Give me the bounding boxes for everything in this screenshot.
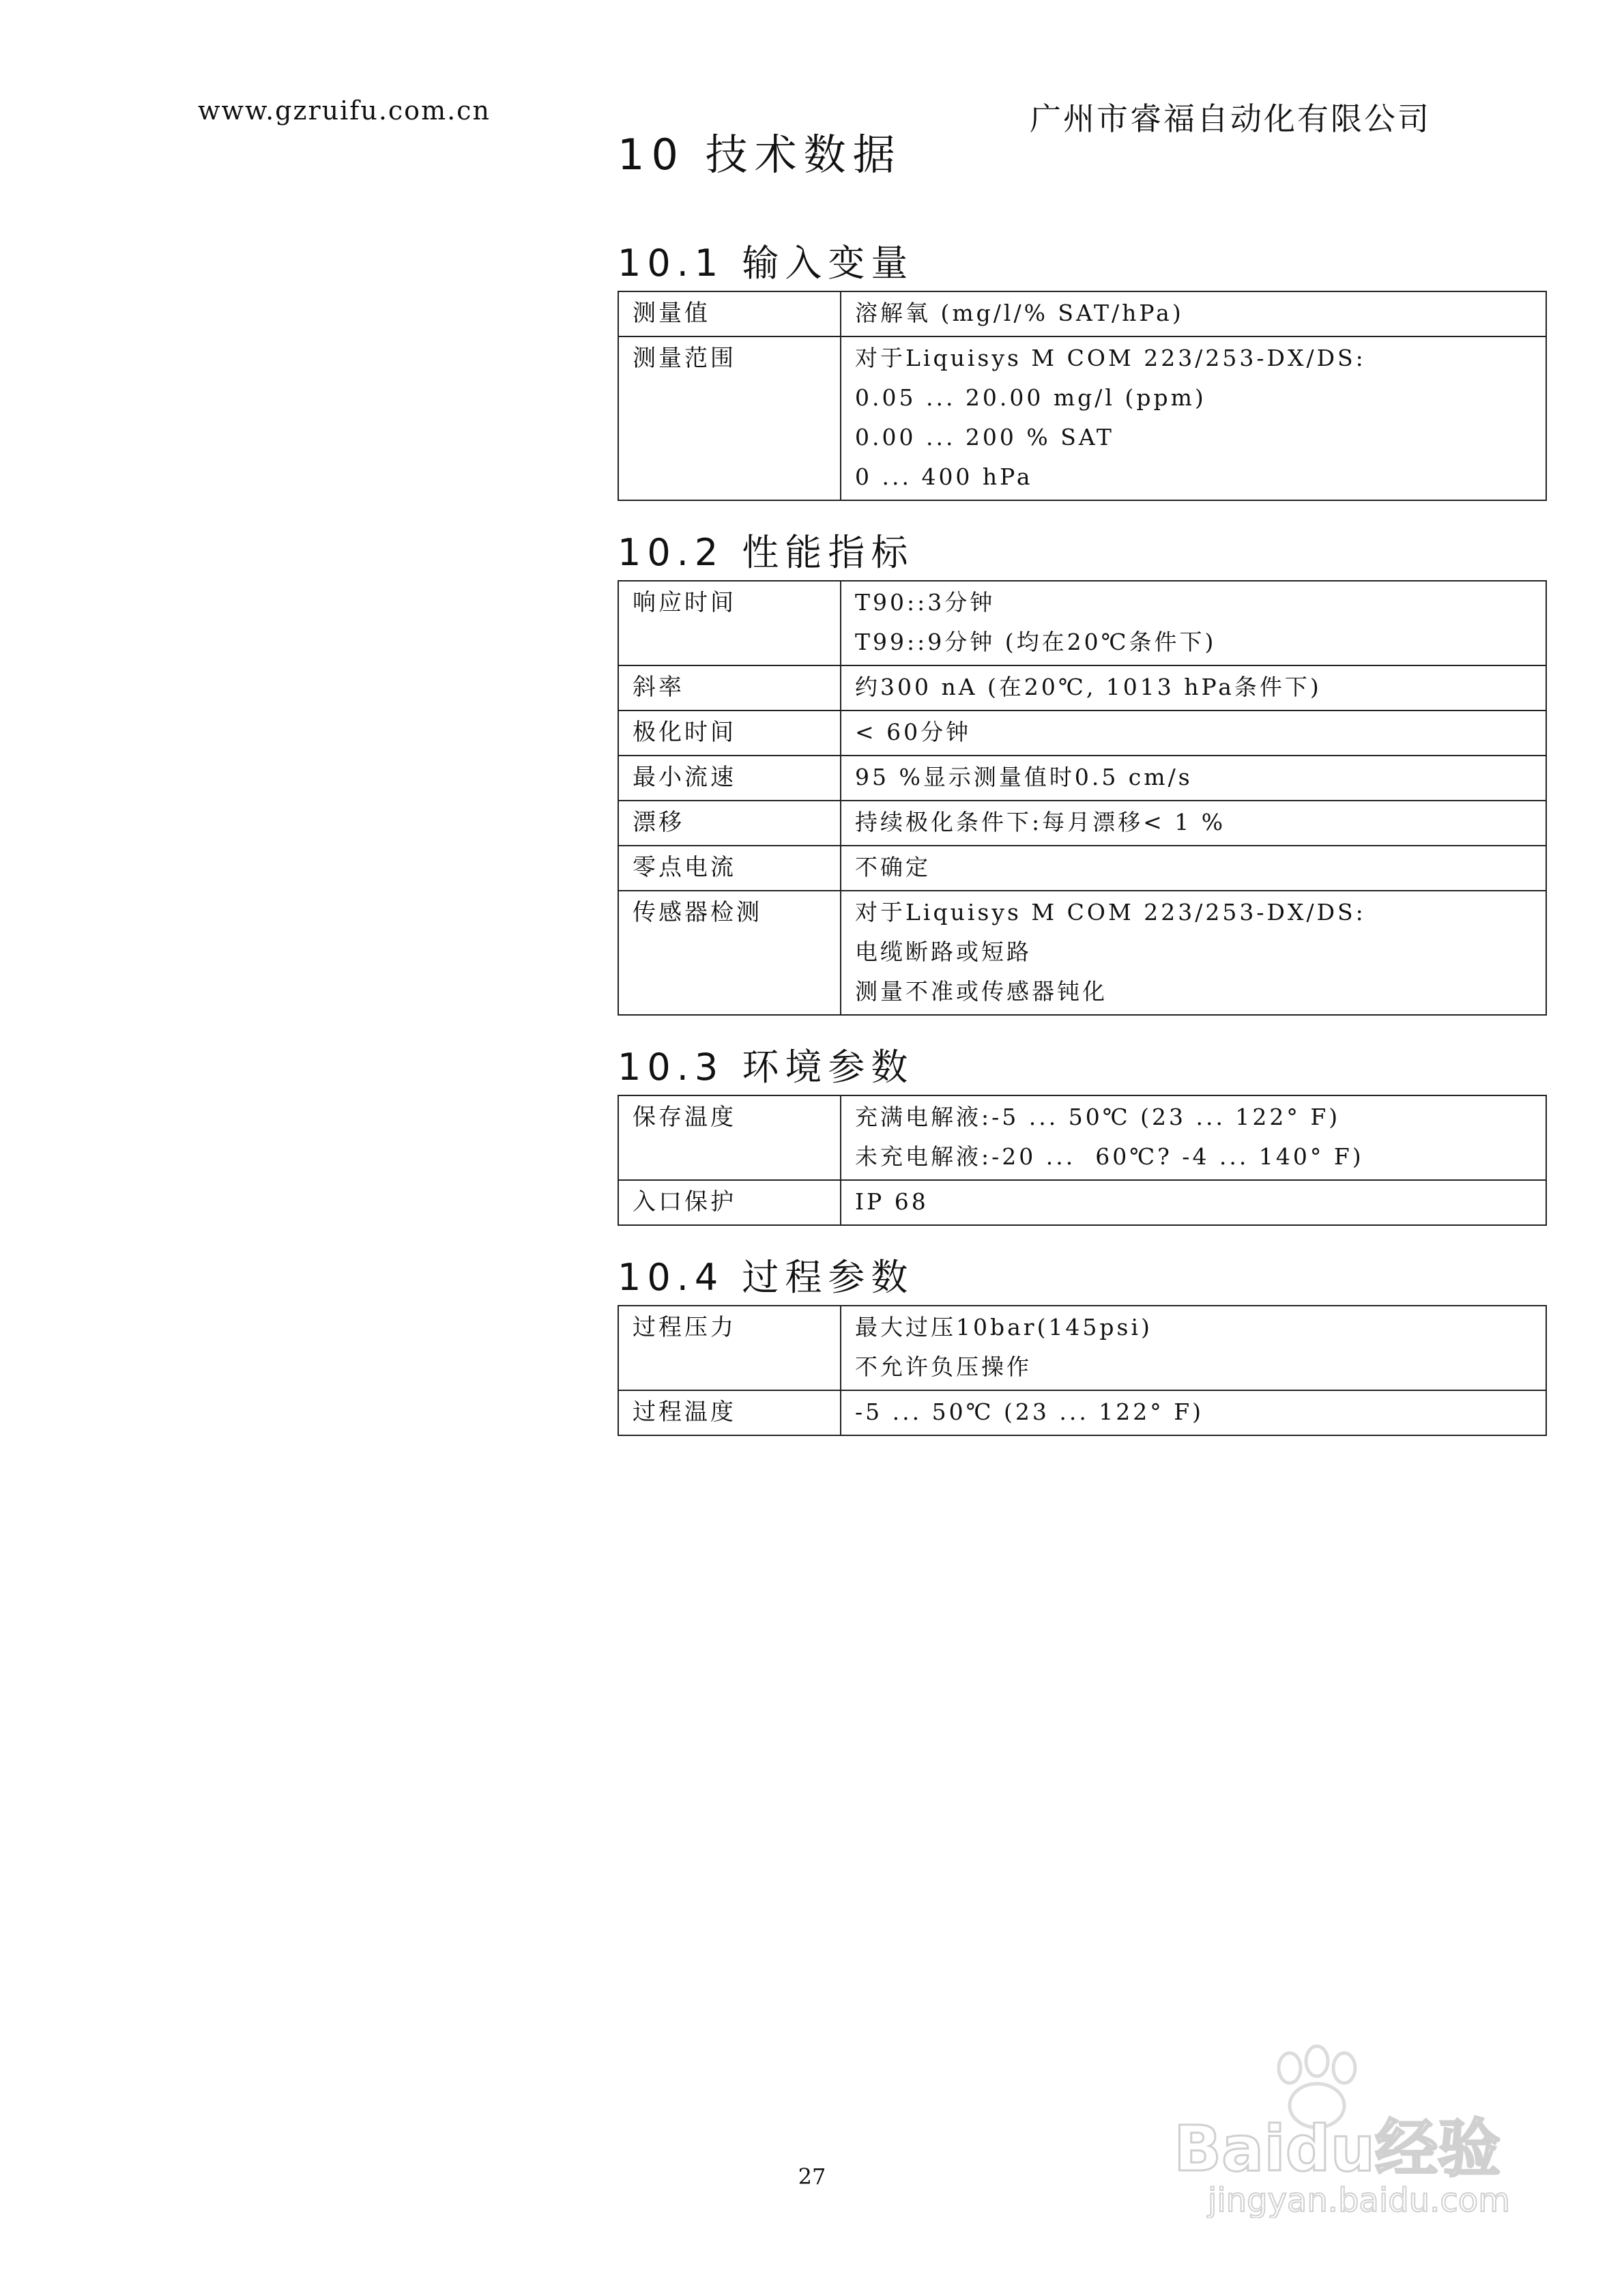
row-value [841,801,1546,846]
spec-table [618,1305,1547,1436]
row-label: 漂移 [618,801,841,846]
table-row [618,711,1546,756]
value-line: 约300 nA (在20℃, 1013 hPa条件下) [855,674,1322,700]
row-label: 零点电流 [618,846,841,891]
table-row [618,801,1546,846]
chapter-title: 10 技术数据 [618,130,902,180]
value-line: 0.05 ... 20.00 mg/l (ppm) [855,384,1206,411]
table-row [618,336,1546,500]
watermark-brand: Baidu经验 [1174,2112,1501,2185]
row-label: 测量范围 [618,336,841,500]
value-line: 持续极化条件下:每月漂移< 1 % [855,809,1226,835]
value-line: -5 ... 50℃ (23 ... 122° F) [855,1398,1204,1425]
row-label: 测量值 [618,291,841,336]
row-value [841,665,1546,711]
value-line: 0.00 ... 200 % SAT [855,424,1114,450]
value-line: 充满电解液:-5 ... 50℃ (23 ... 122° F) [855,1104,1341,1130]
row-value [841,711,1546,756]
row-value [841,1180,1546,1225]
row-value [841,581,1546,665]
row-label: 最小流速 [618,756,841,801]
value-line: 95 %显示测量值时0.5 cm/s [855,764,1193,790]
row-label: 响应时间 [618,581,841,665]
table-row [618,891,1546,1015]
value-line: 最大过压10bar(145psi) [855,1314,1152,1340]
watermark-url: jingyan.baidu.com [1208,2181,1510,2218]
value-line: 对于Liquisys M COM 223/253-DX/DS: [855,345,1366,371]
page-number: 27 [798,2164,826,2190]
header-website: www.gzruifu.com.cn [198,96,491,126]
row-value [841,1306,1546,1390]
row-label: 极化时间 [618,711,841,756]
section-heading: 10.4 过程参数 [618,1256,914,1299]
row-value [841,1390,1546,1435]
table-row [618,846,1546,891]
row-label: 过程压力 [618,1306,841,1390]
value-line: 电缆断路或短路 [855,938,1032,965]
value-line: 不确定 [855,854,931,880]
section-heading: 10.3 环境参数 [618,1046,914,1089]
table-row [618,1095,1546,1180]
value-line: T90::3分钟 [855,589,996,616]
value-line: 不允许负压操作 [855,1353,1032,1380]
row-value [841,846,1546,891]
table-row [618,1180,1546,1225]
row-value [841,1095,1546,1180]
table-row [618,756,1546,801]
value-line: < 60分钟 [855,719,972,745]
table-row [618,665,1546,711]
spec-table [618,580,1547,1016]
value-line: 0 ... 400 hPa [855,463,1033,490]
row-label: 入口保护 [618,1180,841,1225]
baidu-watermark [1153,2041,1535,2218]
row-value [841,336,1546,500]
value-line: 对于Liquisys M COM 223/253-DX/DS: [855,899,1366,925]
spec-table [618,291,1547,501]
value-line: T99::9分钟 (均在20℃条件下) [855,629,1217,655]
value-line: 未充电解液:-20 ... 60℃? -4 ... 140° F) [855,1143,1364,1170]
row-value [841,891,1546,1015]
row-value [841,756,1546,801]
row-label: 传感器检测 [618,891,841,1015]
section-heading: 10.2 性能指标 [618,531,914,574]
table-row [618,581,1546,665]
sections-container [618,236,1547,1436]
value-line: IP 68 [855,1188,929,1215]
row-label: 保存温度 [618,1095,841,1180]
header-company-name: 广州市睿福自动化有限公司 [1030,100,1431,137]
row-label: 过程温度 [618,1390,841,1435]
document-body [618,124,1547,1461]
value-line: 溶解氧 (mg/l/% SAT/hPa) [855,300,1184,326]
table-row [618,1390,1546,1435]
spec-table [618,1095,1547,1226]
table-row [618,291,1546,336]
row-value [841,291,1546,336]
table-row [618,1306,1546,1390]
row-label: 斜率 [618,665,841,711]
section-heading: 10.1 输入变量 [618,242,914,285]
value-line: 测量不准或传感器钝化 [855,978,1107,1005]
